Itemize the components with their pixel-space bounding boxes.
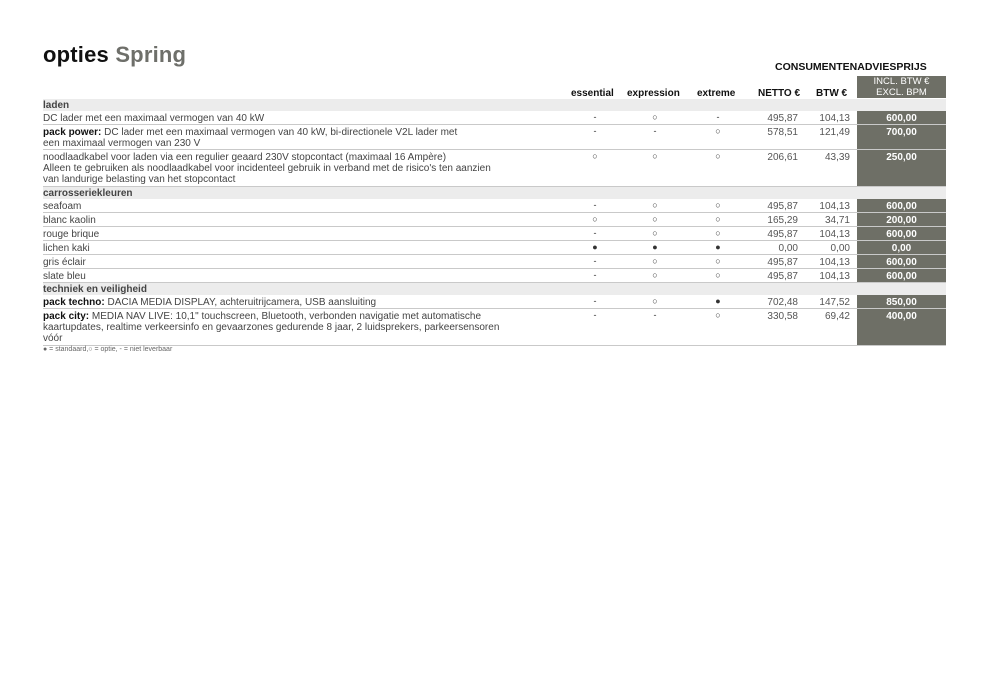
- btw-amount: 69,42: [824, 311, 850, 322]
- option-line-1: [43, 257, 563, 268]
- option-description: [43, 229, 563, 240]
- availability-extreme: ○: [715, 228, 721, 238]
- netto-price: 495,87: [767, 113, 798, 124]
- availability-extreme: ●: [715, 296, 721, 306]
- availability-essential: -: [593, 200, 597, 210]
- option-description: [43, 271, 563, 282]
- btw-amount: 147,52: [819, 297, 850, 308]
- col-expression: expression: [627, 88, 680, 99]
- availability-essential: -: [593, 228, 597, 238]
- consumer-price: 700,00: [857, 125, 946, 149]
- option-line-2: een maximaal vermogen van 230 V: [43, 138, 201, 149]
- table-row: [43, 150, 946, 187]
- availability-essential: -: [593, 270, 597, 280]
- availability-essential: ○: [592, 214, 598, 224]
- consumer-price: 850,00: [857, 295, 946, 308]
- availability-essential: -: [593, 112, 597, 122]
- page-title: [43, 42, 186, 68]
- option-text: noodlaadkabel voor laden via een regulier geaard 230V stopcontact (maximaal 16 Ampère): [43, 152, 447, 163]
- netto-price: 578,51: [767, 127, 798, 138]
- btw-amount: 104,13: [819, 113, 850, 124]
- consumer-price: 600,00: [857, 199, 946, 212]
- consumer-price-heading: CONSUMENTENADVIESPRIJS: [775, 61, 927, 73]
- legend: ● = standaard,○ = optie, - = niet leverbaar: [43, 346, 173, 353]
- option-line-1: [43, 243, 563, 254]
- availability-expression: ○: [652, 112, 658, 122]
- consumer-price: 600,00: [857, 111, 946, 124]
- option-text: slate bleu: [43, 271, 86, 282]
- availability-essential: -: [593, 256, 597, 266]
- availability-expression: ○: [652, 270, 658, 280]
- availability-expression: -: [653, 310, 657, 320]
- netto-price: 330,58: [767, 311, 798, 322]
- availability-expression: ○: [652, 296, 658, 306]
- availability-extreme: ○: [715, 151, 721, 161]
- option-description: [43, 215, 563, 226]
- consumer-price: 200,00: [857, 213, 946, 226]
- option-line-3: vóór: [43, 333, 63, 344]
- btw-amount: 104,13: [819, 229, 850, 240]
- table-row: [43, 111, 946, 125]
- option-text: DACIA MEDIA DISPLAY, achteruitrijcamera, USB aansluiting: [104, 297, 377, 308]
- table-row: [43, 255, 946, 269]
- option-line-1: [43, 127, 563, 138]
- section-header: [43, 187, 946, 199]
- option-text: lichen kaki: [43, 243, 90, 254]
- option-line-1: [43, 201, 563, 212]
- option-text: MEDIA NAV LIVE: 10,1" touchscreen, Bluetooth, verbonden navigatie met automatische: [89, 311, 482, 322]
- netto-price: 495,87: [767, 201, 798, 212]
- availability-expression: ○: [652, 256, 658, 266]
- netto-price: 495,87: [767, 271, 798, 282]
- btw-amount: 104,13: [819, 257, 850, 268]
- col-netto: NETTO €: [758, 88, 801, 99]
- btw-amount: 121,49: [819, 127, 850, 138]
- btw-amount: 104,13: [819, 271, 850, 282]
- option-description: [43, 201, 563, 212]
- netto-price: 702,48: [767, 297, 798, 308]
- availability-essential: -: [593, 126, 597, 136]
- availability-expression: ●: [652, 242, 658, 252]
- netto-price: 0,00: [778, 243, 798, 254]
- availability-extreme: ○: [715, 126, 721, 136]
- availability-extreme: -: [716, 112, 720, 122]
- section-header: [43, 283, 946, 295]
- section-header: [43, 99, 946, 111]
- col-btw: BTW €: [816, 88, 848, 99]
- table-row: [43, 295, 946, 309]
- option-pack-name: pack techno:: [43, 297, 105, 308]
- availability-extreme: ○: [715, 200, 721, 210]
- price-column-header: [857, 76, 946, 98]
- col-extreme: extreme: [697, 88, 736, 99]
- table-row: [43, 213, 946, 227]
- table-row: [43, 309, 946, 346]
- btw-amount: 34,71: [824, 215, 850, 226]
- price-header-line2: EXCL. BPM: [876, 87, 927, 98]
- consumer-price: 600,00: [857, 255, 946, 268]
- option-line-2: Alleen te gebruiken als noodlaadkabel voor incidenteel gebruik in verband met de risico's ten aanzien: [43, 163, 491, 174]
- section-title: carrosseriekleuren: [43, 188, 133, 199]
- availability-essential: ●: [592, 242, 598, 252]
- consumer-price: 250,00: [857, 150, 946, 186]
- section-title: techniek en veiligheid: [43, 284, 147, 295]
- option-pack-name: pack city:: [43, 311, 90, 322]
- availability-extreme: ○: [715, 270, 721, 280]
- consumer-price: 0,00: [857, 241, 946, 254]
- option-text: DC lader met een maximaal vermogen van 40 kW: [43, 113, 265, 124]
- availability-expression: ○: [652, 214, 658, 224]
- title-model: Spring: [115, 42, 187, 67]
- consumer-price: 600,00: [857, 269, 946, 282]
- btw-amount: 43,39: [824, 152, 850, 163]
- option-line-1: [43, 215, 563, 226]
- col-essential: essential: [571, 88, 614, 99]
- availability-extreme: ○: [715, 310, 721, 320]
- section-title: laden: [43, 100, 70, 111]
- option-description: [43, 152, 563, 185]
- option-line-1: [43, 229, 563, 240]
- option-line-2: kaartupdates, realtime verkeersinfo en gevaarzones gedurende 8 jaar, 2 luidsprekers, parkeersensoren: [43, 322, 500, 333]
- availability-essential: -: [593, 296, 597, 306]
- price-header-line1: INCL. BTW €: [873, 76, 930, 87]
- availability-extreme: ○: [715, 256, 721, 266]
- table-row: [43, 227, 946, 241]
- option-text: seafoam: [43, 201, 82, 212]
- option-line-1: [43, 271, 563, 282]
- availability-expression: ○: [652, 151, 658, 161]
- netto-price: 495,87: [767, 229, 798, 240]
- option-description: [43, 257, 563, 268]
- option-description: [43, 113, 563, 124]
- option-description: [43, 311, 563, 344]
- option-line-1: [43, 297, 563, 308]
- table-row: [43, 199, 946, 213]
- consumer-price: 400,00: [857, 309, 946, 345]
- option-line-1: [43, 113, 563, 124]
- option-line-1: [43, 311, 563, 322]
- availability-essential: ○: [592, 151, 598, 161]
- availability-extreme: ○: [715, 214, 721, 224]
- option-line-1: [43, 152, 563, 163]
- table-row: [43, 269, 946, 283]
- netto-price: 206,61: [767, 152, 798, 163]
- btw-amount: 104,13: [819, 201, 850, 212]
- option-text: blanc kaolin: [43, 215, 96, 226]
- table-row: [43, 241, 946, 255]
- netto-price: 165,29: [767, 215, 798, 226]
- option-text: gris éclair: [43, 257, 86, 268]
- availability-expression: ○: [652, 200, 658, 210]
- availability-expression: -: [653, 126, 657, 136]
- option-description: [43, 297, 563, 308]
- option-description: [43, 127, 563, 149]
- options-table: [43, 99, 946, 346]
- option-description: [43, 243, 563, 254]
- btw-amount: 0,00: [830, 243, 850, 254]
- option-text: rouge brique: [43, 229, 100, 240]
- consumer-price: 600,00: [857, 227, 946, 240]
- netto-price: 495,87: [767, 257, 798, 268]
- table-row: [43, 125, 946, 150]
- option-pack-name: pack power:: [43, 127, 102, 138]
- availability-extreme: ●: [715, 242, 721, 252]
- availability-essential: -: [593, 310, 597, 320]
- availability-expression: ○: [652, 228, 658, 238]
- title-opties: opties: [43, 42, 109, 67]
- option-text: DC lader met een maximaal vermogen van 40 kW, bi-directionele V2L lader met: [101, 127, 458, 138]
- option-line-3: van landurige belasting van het stopcontact: [43, 174, 236, 185]
